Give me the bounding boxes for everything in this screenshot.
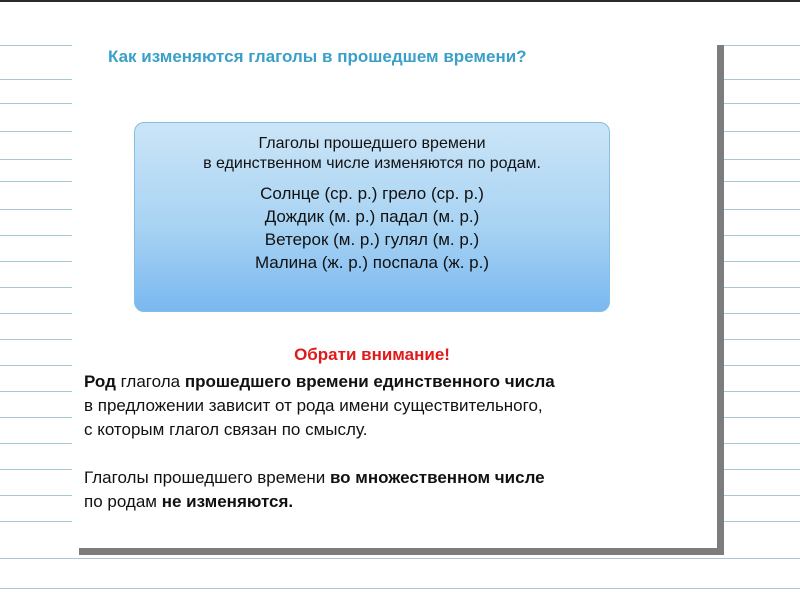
example-line: Дождик (м. р.) падал (м. р.)	[264, 207, 480, 226]
note-paragraph-2	[84, 466, 704, 514]
note-bold: не изменяются.	[161, 492, 294, 511]
grammar-note	[84, 370, 704, 514]
note-paragraph-1	[84, 370, 704, 442]
example-line: Малина (ж. р.) поспала (ж. р.)	[254, 253, 490, 272]
rule-intro-line: в единственном числе изменяются по родам.	[203, 155, 541, 172]
note-text: глагола	[115, 372, 185, 391]
examples-list	[135, 182, 609, 274]
note-bold: во множественном числе	[329, 468, 545, 487]
slide-title: Как изменяются глаголы в прошедшем времени?	[108, 47, 527, 66]
slide-card	[72, 38, 717, 548]
note-text: с которым глагол связан по смыслу.	[84, 420, 368, 439]
example-line: Солнце (ср. р.) грело (ср. р.)	[260, 184, 484, 203]
note-text: в предложении зависит от рода имени существительного,	[84, 396, 543, 415]
note-bold: Род	[84, 372, 116, 391]
rule-box	[134, 122, 610, 312]
rule-intro	[135, 134, 609, 174]
note-text: по родам	[84, 492, 162, 511]
note-bold: прошедшего времени единственного числа	[184, 372, 555, 391]
note-text: Глаголы прошедшего времени	[84, 468, 330, 487]
rule-intro-line: Глаголы прошедшего времени	[258, 135, 486, 152]
attention-heading: Обрати внимание!	[294, 345, 450, 364]
example-line: Ветерок (м. р.) гулял (м. р.)	[264, 230, 480, 249]
